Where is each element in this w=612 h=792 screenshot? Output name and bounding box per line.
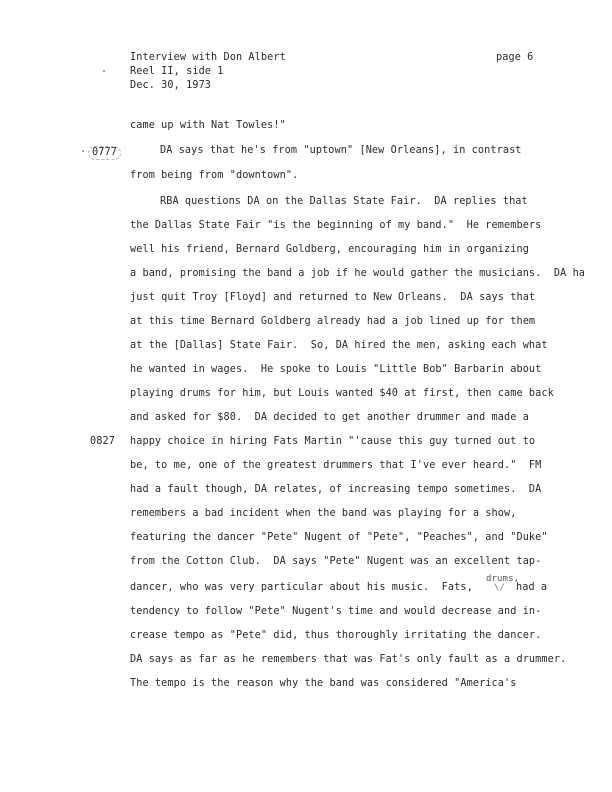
text-line: came up with Nat Towles!" bbox=[130, 120, 286, 131]
text-line: he wanted in wages. He spoke to Louis "Little Bob" Barbarin about bbox=[130, 364, 542, 375]
text-line: crease tempo as "Pete" did, thus thoroughly irritating the dancer. bbox=[130, 630, 542, 641]
text-line: RBA questions DA on the Dallas State Fair. DA replies that bbox=[160, 196, 528, 207]
tape-counter-0827: 0827 bbox=[90, 436, 115, 447]
text-line: just quit Troy [Floyd] and returned to New Orleans. DA says that bbox=[130, 292, 536, 303]
text-line: the Dallas State Fair "is the beginning of my band." He remembers bbox=[130, 220, 542, 231]
text-line: remembers a bad incident when the band was playing for a show, bbox=[130, 508, 517, 519]
text-line: a band, promising the band a job if he would gather the musicians. DA ha bbox=[130, 268, 586, 279]
text-line: had a fault though, DA relates, of increasing tempo sometimes. DA bbox=[130, 484, 542, 495]
text-line: dancer, who was very particular about his music. Fats, bbox=[130, 582, 473, 593]
text-line: DA says that he's from "uptown" [New Orleans], in contrast bbox=[160, 145, 522, 156]
page-number: page 6 bbox=[496, 52, 534, 63]
inserted-word: drums, bbox=[486, 574, 520, 584]
interview-date: Dec. 30, 1973 bbox=[130, 80, 212, 91]
text-line: happy choice in hiring Fats Martin "'cause this guy turned out to bbox=[130, 436, 536, 447]
text-line: well his friend, Bernard Goldberg, encouraging him in organizing bbox=[130, 244, 529, 255]
text-line: from the Cotton Club. DA says "Pete" Nugent was an excellent tap- bbox=[130, 556, 542, 567]
reel-side: Reel II, side 1 bbox=[130, 66, 224, 77]
text-line: from being from "downtown". bbox=[130, 170, 299, 181]
tape-counter-0777: 0777 bbox=[88, 146, 121, 160]
text-line: at this time Bernard Goldberg already had a job lined up for them bbox=[130, 316, 536, 327]
text-line: featuring the dancer "Pete" Nugent of "Pete", "Peaches", and "Duke" bbox=[130, 532, 548, 543]
text-line: and asked for $80. DA decided to get another drummer and made a bbox=[130, 412, 529, 423]
text-line: The tempo is the reason why the band was considered "America's bbox=[130, 678, 517, 689]
interview-title: Interview with Don Albert bbox=[130, 52, 286, 63]
text-line: DA says as far as he remembers that was Fat's only fault as a drummer. bbox=[130, 654, 567, 665]
text-line: be, to me, one of the greatest drummers that I've ever heard." FM bbox=[130, 460, 542, 471]
text-line: tendency to follow "Pete" Nugent's time and would decrease and in- bbox=[130, 606, 542, 617]
text-line: had a bbox=[516, 582, 548, 593]
text-line: playing drums for him, but Louis wanted $40 at first, then came back bbox=[130, 388, 554, 399]
text-line: at the [Dallas] State Fair. So, DA hired the men, asking each what bbox=[130, 340, 548, 351]
scan-speck bbox=[82, 150, 84, 152]
scan-speck bbox=[103, 70, 105, 72]
insertion-caret: \/ bbox=[494, 583, 505, 593]
